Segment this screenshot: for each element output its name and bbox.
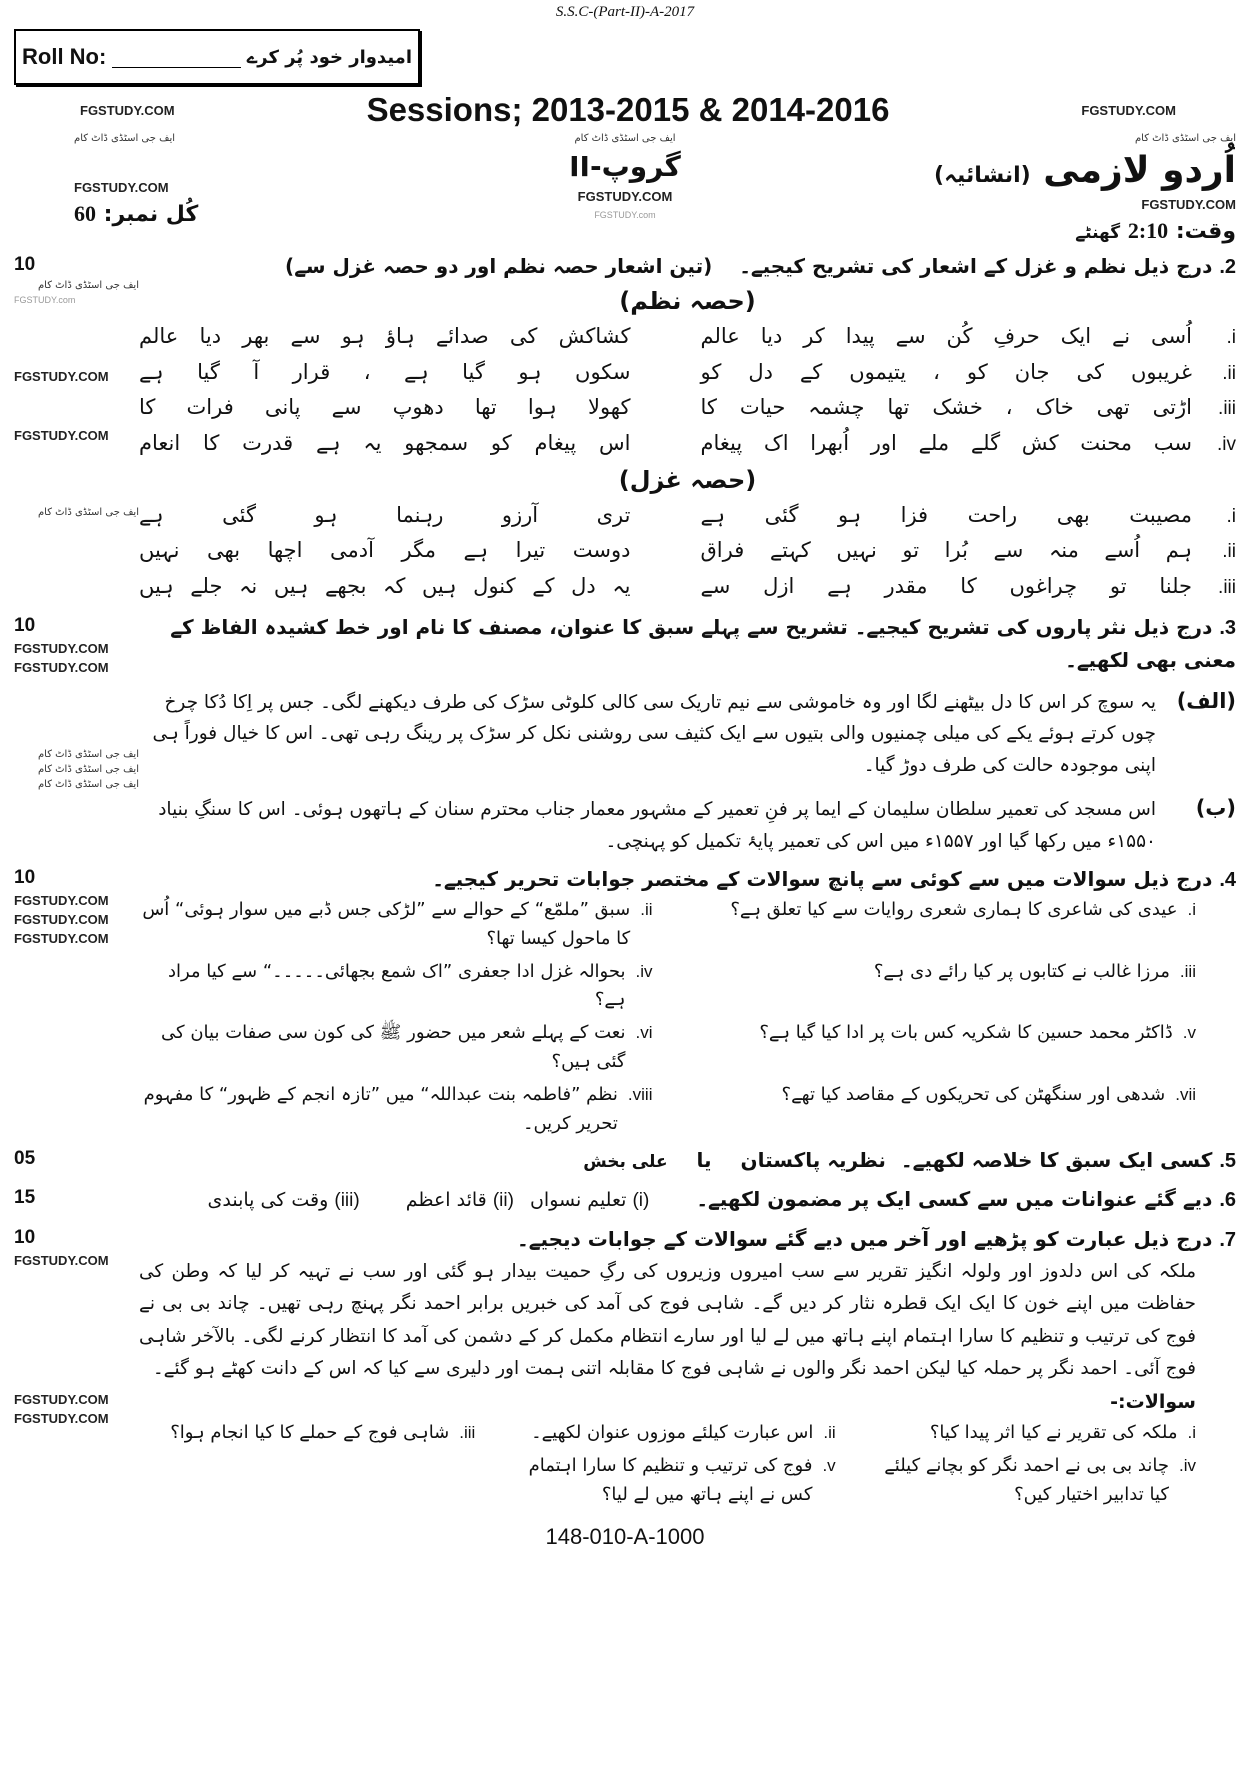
q5-gutter — [14, 1144, 139, 1170]
question-item — [139, 1419, 475, 1448]
verse-second-half: دوست تیرا ہے مگر آدمی اچھا بھی نہیں — [139, 538, 631, 563]
paper-code: S.S.C-(Part-II)-A-2017 — [555, 4, 695, 20]
q3-marks: 10 — [14, 614, 36, 636]
q6-prompt — [139, 1183, 1236, 1216]
header-info — [14, 133, 1236, 244]
watermark: FGSTUDY.COM — [74, 180, 169, 195]
watermark: FGSTUDY.COM — [14, 428, 109, 443]
watermark-urdu: ایف جی اسٹڈی ڈاٹ کام — [37, 280, 139, 291]
nazm-heading: (حصہ نظم) — [619, 287, 756, 315]
alif-label: (الف) — [1176, 688, 1236, 713]
q2-marks: 10 — [14, 254, 36, 275]
question-number: viii. — [627, 1084, 653, 1104]
q3-prompt-text: درج ذیل نثر پاروں کی تشریح کیجیے۔ تشریح سے پہلے سبق کا عنوان، مصنف کا نام اور خط کشیدہ الفاظ کے معنی بھی لکھیے۔ — [170, 614, 1236, 672]
question-number: iv. — [635, 961, 653, 981]
question-text: فوج کی ترتیب و تنظیم کا سارا اہتمام کس نے اپنے ہاتھ میں لے لیا؟ — [528, 1455, 813, 1505]
verse-first-half: اڑتی تھی خاک ، خشک تھا چشمہ حیات کا — [700, 395, 1192, 420]
q2-number: 2. — [1219, 256, 1236, 278]
alif-paragraph — [139, 684, 1236, 781]
verse-number: iii. — [1218, 577, 1236, 599]
verse-line — [139, 426, 1236, 462]
verse-first-half: سب محنت کش گلے ملے اور اُبھرا اک پیغام — [700, 431, 1192, 456]
question-text: عیدی کی شاعری کا ہماری شعری روایات سے کیا تعلق ہے؟ — [730, 899, 1178, 920]
verse-first-half: اُسی نے ایک حرفِ کُن سے پیدا کر دیا عالم — [700, 324, 1192, 348]
q5-prompt-text: کسی ایک سبق کا خلاصہ لکھیے۔ — [900, 1148, 1213, 1173]
questions-heading: سوالات:- — [1110, 1391, 1196, 1414]
question-text: سبق ”ملمّع“ کے حوالے سے ”لڑکی جس ڈبے میں سوار ہوئی“ اُس کا ماحول کیسا تھا؟ — [142, 899, 631, 949]
roll-no-note: امیدوار خود پُر کرے — [246, 46, 412, 68]
verse-line — [139, 533, 1236, 569]
question-number: v. — [1182, 1023, 1196, 1043]
verse-first-half: جلنا تو چراغوں کا مقدر ہے ازل سے — [700, 574, 1192, 599]
question-text: نعت کے پہلے شعر میں حضور ﷺ کی کون سی صفات بیان کی گئی ہیں؟ — [161, 1022, 626, 1072]
q3-section — [14, 611, 1236, 857]
time-value: 2:10 — [1127, 218, 1169, 243]
watermark-urdu: ایف جی اسٹڈی ڈاٹ کام — [37, 748, 139, 760]
question-item — [499, 1452, 835, 1510]
watermark-small: FGSTUDY.com — [594, 210, 656, 220]
question-text: چاند بی بی نے احمد نگر کو بچانے کیلئے کیا تدابیر اختیار کیں؟ — [884, 1455, 1169, 1505]
roll-no-box — [14, 29, 420, 85]
question-item — [860, 1452, 1196, 1510]
question-item — [860, 1419, 1196, 1448]
bay-line: ۱۵۵۷ء میں اس کی تعمیر پایۂ تکمیل کو پہنچی۔ — [605, 830, 974, 852]
topic-text: وقت کی پابندی — [207, 1189, 329, 1212]
q5-option-b: علی بخش — [583, 1152, 668, 1173]
q5-body — [139, 1144, 1236, 1177]
q3-number: 3. — [1219, 616, 1236, 639]
watermark: FGSTUDY.COM — [14, 1410, 109, 1426]
q3-gutter — [14, 611, 139, 790]
watermark: FGSTUDY.COM — [1141, 197, 1236, 212]
question-number: iii. — [1179, 961, 1196, 981]
question-text: نظم ”فاطمہ بنت عبداللہ“ میں ”تازہ انجم کے ظہور“ کا مفہوم تحریر کریں۔ — [143, 1083, 618, 1134]
q4-gutter — [14, 863, 139, 946]
verse-line — [139, 390, 1236, 426]
subject-type: (انشائیہ) — [934, 163, 1031, 188]
watermark: FGSTUDY.COM — [14, 931, 109, 946]
question-item — [499, 1419, 835, 1448]
q2-note: (تین اشعار حصہ نظم اور دو حصہ غزل سے) — [285, 254, 713, 278]
watermark: FGSTUDY.COM — [14, 369, 109, 384]
verse-number: i. — [1226, 505, 1236, 527]
question-text: شدھی اور سنگھٹن کی تحریکوں کے مقاصد کیا تھے؟ — [781, 1083, 1166, 1105]
watermark-urdu: ایف جی اسٹڈی ڈاٹ کام — [37, 507, 139, 518]
group-label: گروپ-II — [569, 150, 681, 183]
sessions-row — [14, 91, 1236, 129]
bay-text — [139, 794, 1156, 857]
verse-first-half: غریبوں کی جان کو ، یتیموں کے دل کو — [700, 359, 1192, 384]
q4-body — [139, 863, 1236, 1138]
alif-line: میلی چمنیوں والی بتیوں سے ایک کثیف سی روشنی نکل کر سڑک پر رینگ رہی تھی۔ اس کا خیال فوراً ہی اپنی موجودہ حالت کی طرف دوڑ گیا۔ — [152, 723, 1156, 776]
question-item — [683, 958, 1197, 1016]
q2-section — [14, 250, 1236, 605]
q7-marks: 10 — [14, 1226, 36, 1248]
q5-prompt — [139, 1144, 1236, 1177]
q5-number: 5. — [1219, 1150, 1236, 1173]
question-item — [139, 896, 653, 954]
q6-section — [14, 1183, 1236, 1216]
q4-prompt — [139, 863, 1236, 896]
q7-number: 7. — [1219, 1228, 1236, 1251]
verse-second-half: سکوں ہو گیا ہے ، قرار آ گیا ہے — [139, 359, 631, 384]
q4-number: 4. — [1219, 869, 1236, 891]
bay-line: اس مسجد کی تعمیر سلطان سلیمان کے ایما پر فنِ تعمیر کے مشہور معمار جناب محترم سنان کے ہاتھوں ہوئی۔ اس کا سنگِ بنیاد ۱۵۵۰ء میں رکھا گیا اور — [158, 799, 1156, 852]
q2-gutter — [14, 250, 139, 518]
watermark-urdu: ایف جی اسٹڈی ڈاٹ کام — [574, 133, 676, 144]
verse-number: iii. — [1218, 398, 1236, 420]
alif-text — [139, 687, 1156, 781]
ghazal-verses — [139, 498, 1236, 605]
q6-topics — [207, 1189, 649, 1211]
header-center — [421, 133, 828, 220]
topic-num: (ii) — [492, 1190, 514, 1212]
question-text: ملکہ کی تقریر نے کیا اثر پیدا کیا؟ — [929, 1422, 1178, 1444]
verse-number: iv. — [1216, 434, 1236, 456]
q2-prompt — [139, 250, 1236, 283]
roll-no-label: Roll No: — [22, 44, 107, 69]
q7-prompt-text: درج ذیل عبارت کو پڑھیے اور آخر میں دیے گئے سوالات کے جوابات دیجیے۔ — [517, 1226, 1213, 1251]
verse-line — [139, 569, 1236, 605]
question-item — [139, 1019, 653, 1077]
question-number: iv. — [1178, 1456, 1196, 1476]
watermark-small: FGSTUDY.com — [14, 295, 76, 305]
watermark: FGSTUDY.COM — [14, 893, 109, 908]
topic-num: (i) — [632, 1190, 650, 1212]
verse-first-half: ہم اُسے منہ سے بُرا تو نہیں کہتے فراق — [700, 538, 1192, 563]
question-number: vii. — [1175, 1084, 1196, 1104]
question-item — [139, 958, 653, 1016]
bay-paragraph — [139, 791, 1236, 857]
verse-number: ii. — [1222, 541, 1236, 563]
q3-body — [139, 611, 1236, 857]
q4-marks: 10 — [14, 867, 36, 888]
q4-items — [139, 896, 1236, 1138]
time-allowed — [1075, 218, 1236, 244]
q2-body — [139, 250, 1236, 605]
watermark: FGSTUDY.COM — [1081, 102, 1176, 118]
q5-option-a: نظریہ پاکستان — [740, 1148, 886, 1173]
roll-no-field[interactable] — [112, 46, 240, 68]
passage — [139, 1256, 1236, 1386]
q6-marks: 15 — [14, 1187, 36, 1209]
q6-number: 6. — [1219, 1189, 1236, 1212]
verse-line — [139, 498, 1236, 534]
verse-second-half: کشاکش کی صدائے ہاؤ ہو سے بھر دیا عالم — [139, 324, 631, 348]
q6-gutter — [14, 1183, 139, 1209]
verse-line — [139, 319, 1236, 355]
subject-title — [934, 150, 1236, 191]
sessions-title: Sessions; 2013-2015 & 2014-2016 — [366, 91, 890, 128]
ghazal-heading: (حصہ غزل) — [618, 465, 757, 494]
total-marks-value: 60 — [74, 201, 96, 226]
topic-num: (iii) — [334, 1190, 360, 1212]
verse-number: i. — [1226, 327, 1236, 348]
header-left — [14, 133, 421, 227]
q2-prompt-text: درج ذیل نظم و غزل کے اشعار کی تشریح کیجیے۔ — [739, 254, 1213, 278]
verse-second-half: کھولا ہوا تھا دھوپ سے پانی فرات کا — [139, 395, 631, 420]
q7-body — [139, 1223, 1236, 1510]
bay-label: (ب) — [1195, 796, 1236, 821]
total-marks — [74, 201, 198, 227]
question-text: بحوالہ غزل ادا جعفری ”اک شمع بجھائی۔۔۔۔۔“ سے کیا مراد ہے؟ — [167, 960, 626, 1011]
q5-section — [14, 1144, 1236, 1177]
verse-line — [139, 355, 1236, 391]
footer-code: 148-010-A-1000 — [545, 1523, 705, 1549]
passage-line: ایک ایک قطرہ نثار کر دیں گے۔ شاہی فوج کی آمد کی خبریں برابر احمد نگر پہنچ رہی تھیں۔ چاند بی بی نے فوج کی ترتیب و تنظیم کا سارا اہتمام اپنے ہاتھ میں لے لیا اور — [139, 1293, 1197, 1347]
q4-section — [14, 863, 1236, 1138]
question-item — [683, 1019, 1197, 1077]
verse-second-half: یہ دل کے کنول ہیں کہ بجھے ہیں نہ جلے ہیں — [139, 574, 631, 599]
question-number: ii. — [823, 1423, 836, 1443]
question-item — [139, 1081, 653, 1139]
passage-line: سارے انتظام مکمل کر کے دشمن کی آمد کا انتظار کرنے لگی۔ بالآخر شاہی فوج آئی۔ احمد نگر پر حملہ کیا لیکن احمد نگر والوں نے شاہی فوج کا مقابلہ اتنی ہمت اور دلیری سے — [139, 1325, 1196, 1379]
watermark: FGSTUDY.COM — [14, 1391, 109, 1407]
header-right — [829, 133, 1236, 244]
watermark: FGSTUDY.COM — [80, 102, 175, 118]
time-unit: گھنٹے — [1075, 223, 1121, 243]
passage-line: ملکہ کی اس دلدوز اور ولولہ انگیز تقریر سے سب امیروں وزیروں کی رگِ حمیت بیدار ہو گئی اور سب نے تہیہ کر لیا کہ وطن کی حفاظت میں اپنے خون کا — [139, 1260, 1196, 1315]
watermark-urdu: ایف جی اسٹڈی ڈاٹ کام — [37, 778, 139, 790]
q7-questions — [139, 1419, 1236, 1509]
question-text: شاہی فوج کے حملے کا کیا انجام ہوا؟ — [170, 1422, 450, 1444]
q4-prompt-text: درج ذیل سوالات میں سے کوئی سے پانچ سوالات کے مختصر جوابات تحریر کیجیے۔ — [432, 867, 1213, 891]
q7-gutter — [14, 1223, 139, 1426]
passage-line: کیا کہ اس کے دانت کھٹے ہو گئے۔ — [152, 1357, 408, 1379]
question-number: iii. — [459, 1423, 476, 1443]
topic-text: قائد اعظم — [405, 1189, 487, 1212]
watermark-urdu: ایف جی اسٹڈی ڈاٹ کام — [1134, 133, 1236, 144]
verse-second-half: تری آرزو رہنما ہو گئی ہے — [139, 502, 631, 527]
q6-body — [139, 1183, 1236, 1216]
verse-first-half: مصیبت بھی راحت فزا ہو گئی ہے — [700, 502, 1192, 527]
q7-prompt — [139, 1223, 1236, 1256]
q5-or: یا — [696, 1148, 712, 1173]
question-item — [683, 896, 1197, 954]
verse-number: ii. — [1222, 362, 1236, 384]
time-label: وقت: — [1175, 219, 1236, 244]
question-number: i. — [1187, 900, 1196, 919]
q7-section — [14, 1223, 1236, 1510]
question-text: مرزا غالب نے کتابوں پر کیا رائے دی ہے؟ — [873, 960, 1170, 982]
watermark-urdu: ایف جی اسٹڈی ڈاٹ کام — [37, 763, 139, 775]
watermark: FGSTUDY.COM — [14, 1252, 109, 1268]
question-number: ii. — [640, 900, 653, 919]
question-number: i. — [1187, 1423, 1196, 1443]
q6-prompt-text: دیے گئے عنوانات میں سے کسی ایک پر مضمون لکھیے۔ — [696, 1187, 1213, 1212]
watermark: FGSTUDY.COM — [14, 912, 109, 927]
question-text: اس عبارت کیلئے موزوں عنوان لکھیے۔ — [531, 1422, 814, 1444]
topic-text: تعلیم نسواں — [529, 1189, 627, 1212]
question-item — [683, 1081, 1197, 1139]
nazm-verses — [139, 319, 1236, 462]
q3-prompt — [139, 611, 1236, 676]
watermark-urdu: ایف جی اسٹڈی ڈاٹ کام — [74, 133, 176, 144]
verse-second-half: اس پیغام کو سمجھو یہ ہے قدرت کا انعام — [139, 431, 631, 456]
question-number: v. — [822, 1456, 836, 1476]
watermark: FGSTUDY.COM — [14, 640, 109, 656]
total-marks-label: کُل نمبر: — [103, 202, 199, 227]
watermark: FGSTUDY.COM — [577, 189, 673, 204]
q5-marks: 05 — [14, 1148, 36, 1170]
alif-line: یہ سوچ کر اس کا دل بیٹھنے لگا اور وہ خاموشی سے نیم تاریک سی کالی کلوٹی سڑک کی طرف دیکھنے لگی۔ جس پر اِکا دُکا چرخ چوں کرتے ہوئے یکے کی — [164, 691, 1156, 745]
watermark: FGSTUDY.COM — [14, 659, 109, 675]
subject-name: اُردو لازمی — [1043, 150, 1236, 191]
question-text: ڈاکٹر محمد حسین کا شکریہ کس بات پر ادا کیا گیا ہے؟ — [759, 1022, 1173, 1044]
question-number: vi. — [635, 1023, 653, 1043]
